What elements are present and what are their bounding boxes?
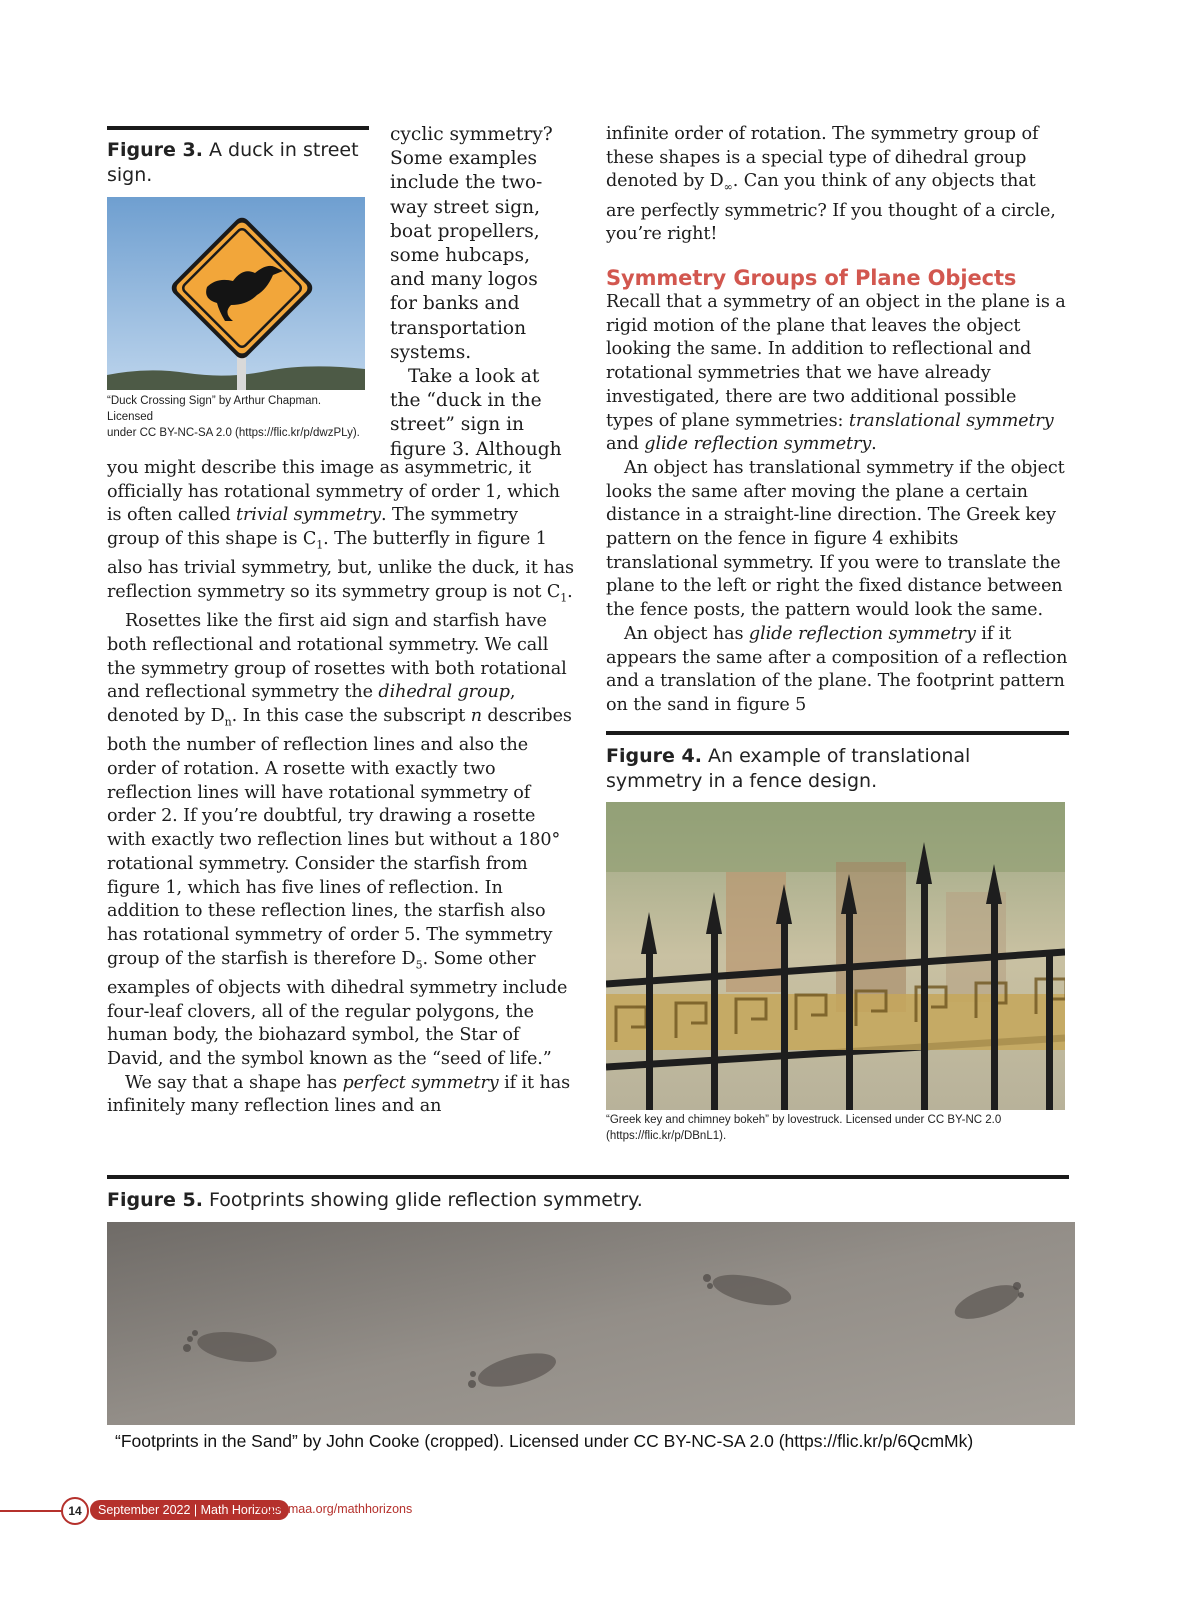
section-heading: Symmetry Groups of Plane Objects <box>606 266 1017 291</box>
figure5-credit: “Footprints in the Sand” by John Cooke (cropped). Licensed under CC BY-NC-SA 2.0 (https://flic.kr/p/6QcmMk) <box>115 1431 974 1451</box>
fence-photo <box>606 802 1065 1110</box>
narrow-line: street” sign in <box>390 414 524 436</box>
figure4-credit-line2: (https://flic.kr/p/DBnL1). <box>606 1130 727 1142</box>
right-paragraph-1: Recall that a symmetry of an object in the plane is a rigid motion of the plane that leaves the object looking the same. In addition to reflectional and rotational symmetries that we have already investigated, there are two additional possible types of plane symmetries: translational symmetry and glide reflection symmetry. <box>606 292 1066 455</box>
footer-rule <box>0 1510 64 1512</box>
figure4-credit-line1: “Greek key and chimney bokeh” by lovestruck. Licensed under CC BY-NC 2.0 <box>606 1114 1002 1126</box>
figure4-label: Figure 4. <box>606 745 702 767</box>
narrow-line: and many logos <box>390 269 538 291</box>
narrow-line: Take a look at <box>408 366 540 388</box>
figure3-credit-line2: under CC BY-NC-SA 2.0 (https://flic.kr/p/dwzPLy). <box>107 427 360 439</box>
right-paragraph-2: An object has translational symmetry if the object looks the same after moving the plane a certain distance in a straight-line direction. The Greek key pattern on the fence in figure 4 exhibits translational symmetry. If you were to translate the plane to the left or right the fixed distance between the fence posts, the pattern would look the same. <box>606 457 1065 621</box>
footprints-photo <box>107 1222 1075 1425</box>
page-number: 14 <box>61 1497 89 1525</box>
narrow-line: include the two- <box>390 172 543 194</box>
narrow-line: the “duck in the <box>390 390 542 412</box>
left-paragraph-3: We say that a shape has perfect symmetry if it has infinitely many reflection lines and an <box>107 1072 571 1117</box>
figure3-caption <box>107 138 369 188</box>
figure5-label: Figure 5. <box>107 1189 203 1211</box>
duck-sign-photo <box>107 197 365 390</box>
narrow-line: for banks and <box>390 293 520 315</box>
issue-label: September 2022 | Math Horizons <box>90 1500 289 1520</box>
left-column-text <box>107 457 575 1119</box>
narrow-line: cyclic symmetry? <box>390 124 553 145</box>
left-narrow-text <box>390 123 575 462</box>
figure3-top-rule <box>107 126 369 130</box>
narrow-line: Some examples <box>390 148 538 170</box>
figure4-credit <box>606 1112 1069 1144</box>
narrow-line: some hubcaps, <box>390 245 530 267</box>
right-column-text <box>606 123 1068 718</box>
figure4-caption-text: An example of translational symmetry in a fence design. <box>606 745 971 792</box>
figure3-credit-line1: “Duck Crossing Sign” by Arthur Chapman. Licensed <box>107 395 322 423</box>
figure5-top-rule <box>107 1175 1069 1179</box>
figure4-caption <box>606 744 1069 794</box>
magazine-url: www.maa.org/mathhorizons <box>258 1502 413 1516</box>
right-paragraph-3: An object has glide reflection symmetry if it appears the same after a composition of a reflection and a translation of the plane. The footprint pattern on the sand in figure 5 <box>606 623 1068 715</box>
narrow-line: systems. <box>390 341 472 363</box>
figure5-caption-text: Footprints showing glide reflection symmetry. <box>208 1189 643 1211</box>
figure3-caption-text: A duck in street sign. <box>107 139 359 186</box>
narrow-line: figure 3. Although <box>390 438 562 460</box>
narrow-line: transportation <box>390 317 527 339</box>
figure3-label: Figure 3. <box>107 139 203 161</box>
left-paragraph-2: Rosettes like the first aid sign and starfish have both reflectional and rotational symmetry. We call the symmetry group of rosettes with both rotational and reflectional symmetry the dihedral group, denoted by $D_n$. In this case the subscript n describes both the number of reflection lines and also the order of rotation. A rosette with exactly two reflection lines will have rotational symmetry of order 2. If you’re doubtful, try drawing a rosette with exactly two reflection lines but without a 180° rotational symmetry. Consider the starfish from figure 1, which has five lines of reflection. In addition to these reflection lines, the starfish also has rotational symmetry of order 5. The symmetry group of the starfish is therefore $D_5$. Some other examples of objects with dihedral symmetry include four-leaf clovers, all of the regular polygons, the human body, the biohazard symbol, the Star of David, and the symbol known as the “seed of life.” <box>107 611 572 1069</box>
narrow-line: boat propellers, <box>390 220 540 242</box>
left-paragraph-1: you might describe this image as asymmetric, it officially has rotational symmetry of order 1, which is often called trivial symmetry. The symmetry group of this shape is $C_1$. The butterfly in figure 1 also has trivial symmetry, but, unlike the duck, it has reflection symmetry so its symmetry group is not $C_1$. <box>107 458 574 605</box>
narrow-line: way street sign, <box>390 196 540 218</box>
figure4-top-rule <box>606 731 1069 735</box>
right-paragraph-0: infinite order of rotation. The symmetry group of these shapes is a special type of dihedral group denoted by $D_\infty$. Can you think of any objects that are perfectly symmetric? If you thought of a circle, you’re right! <box>606 124 1056 245</box>
figure5-caption <box>107 1188 1069 1213</box>
figure3-credit <box>107 393 369 441</box>
